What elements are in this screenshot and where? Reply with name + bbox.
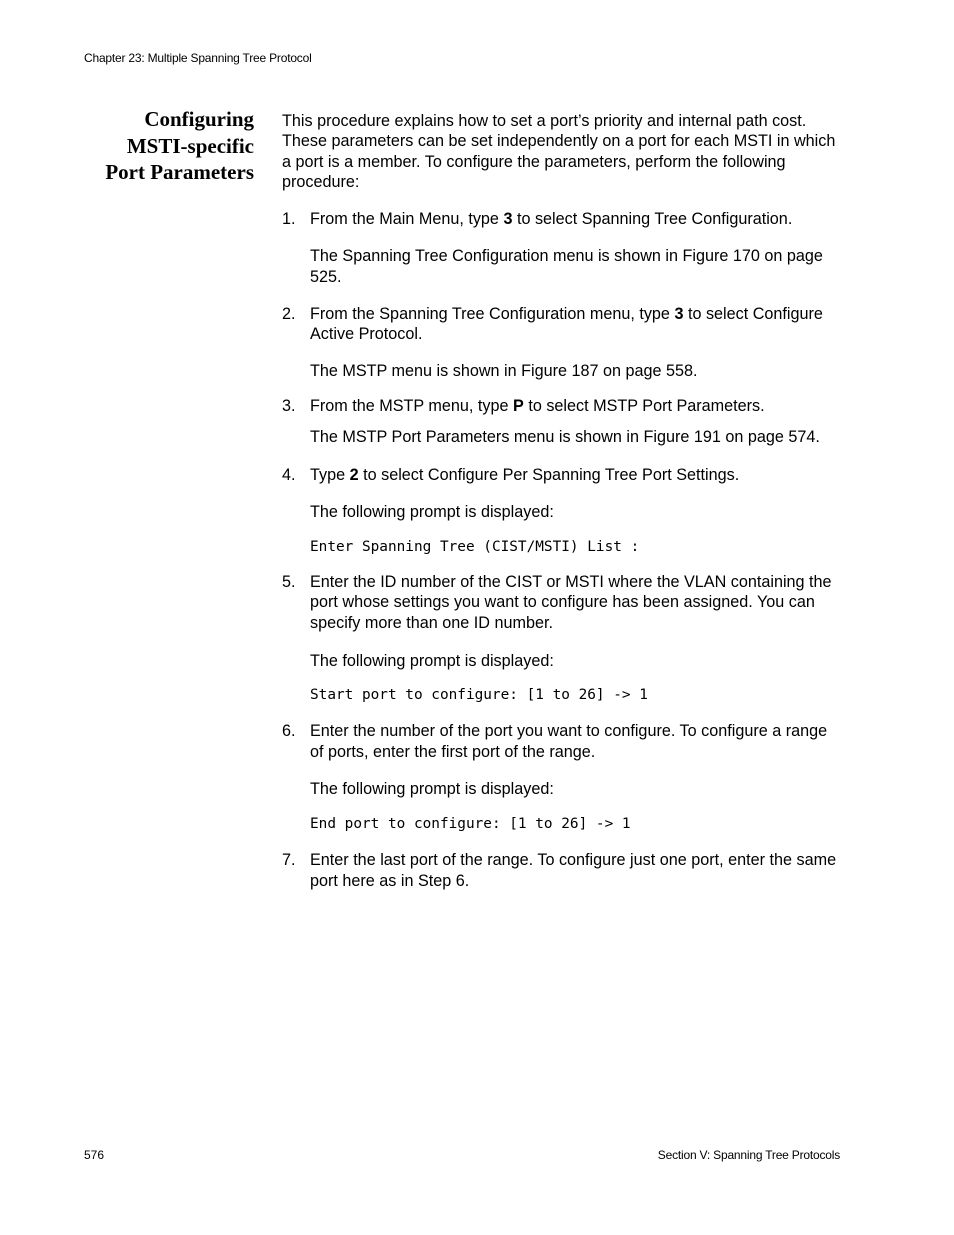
step-number: 1. [282, 210, 296, 229]
step-text: Enter the last port of the range. To configure just one port, enter the same port here as in Step 6. [310, 851, 837, 890]
step-text: Type 2 to select Configure Per Spanning Tree Port Settings. [310, 465, 740, 484]
step-note: The MSTP menu is shown in Figure 187 on page 558. [310, 361, 698, 380]
section-heading-line: MSTI-specific [126, 133, 254, 158]
step-text: Enter the ID number of the CIST or MSTI where the VLAN containing the port whose settings you want to configure has been assigned. You can specify more than one ID number. [310, 573, 832, 632]
step-note: The MSTP Port Parameters menu is shown in Figure 191 on page 574. [310, 428, 820, 447]
menu-key: 2 [349, 465, 359, 484]
step-note: The following prompt is displayed: [310, 779, 554, 798]
step-3 [282, 396, 844, 416]
step-note: The Spanning Tree Configuration menu is shown in Figure 170 on page 525. [310, 247, 823, 286]
menu-key: P [513, 396, 524, 415]
step-text: From the MSTP menu, type P to select MSTP Port Parameters. [310, 396, 765, 415]
prompt-output: Start port to configure: [1 to 26] -> 1 [310, 687, 648, 704]
step-text: From the Main Menu, type 3 to select Spanning Tree Configuration. [310, 210, 793, 229]
prompt-output: Enter Spanning Tree (CIST/MSTI) List : [310, 539, 640, 556]
step-number: 7. [282, 851, 296, 870]
section-heading-line: Configuring [144, 107, 254, 131]
step-number: 6. [282, 722, 296, 741]
step-number: 2. [282, 305, 296, 324]
step-note: The following prompt is displayed: [310, 652, 554, 671]
step-4 [282, 465, 844, 485]
step-number: 4. [282, 465, 296, 484]
step-2 [282, 304, 844, 345]
step-5 [282, 572, 844, 633]
step-text: From the Spanning Tree Configuration menu, type 3 to select Configure Active Protocol. [310, 305, 823, 344]
running-header: Chapter 23: Multiple Spanning Tree Protocol [84, 51, 312, 65]
step-text: Enter the number of the port you want to configure. To configure a range of ports, enter the first port of the range. [310, 722, 828, 761]
step-number: 3. [282, 396, 296, 415]
prompt-output: End port to configure: [1 to 26] -> 1 [310, 816, 631, 833]
step-1 [282, 209, 844, 229]
step-7 [282, 850, 844, 891]
menu-key: 3 [503, 210, 513, 229]
section-heading [60, 106, 254, 186]
page-number: 576 [84, 1148, 105, 1162]
menu-key: 3 [674, 305, 684, 324]
step-note: The following prompt is displayed: [310, 502, 554, 521]
footer-section-title: Section V: Spanning Tree Protocols [657, 1148, 840, 1162]
step-number: 5. [282, 573, 296, 592]
procedure-body [282, 111, 844, 891]
step-6 [282, 721, 844, 762]
intro-paragraph: This procedure explains how to set a port’s priority and internal path cost. These parameters can be set independently on a port for each MSTI in which a port is a member. To configure the parameters, perform the following procedure: [282, 112, 836, 191]
section-heading-line: Port Parameters [105, 160, 254, 184]
